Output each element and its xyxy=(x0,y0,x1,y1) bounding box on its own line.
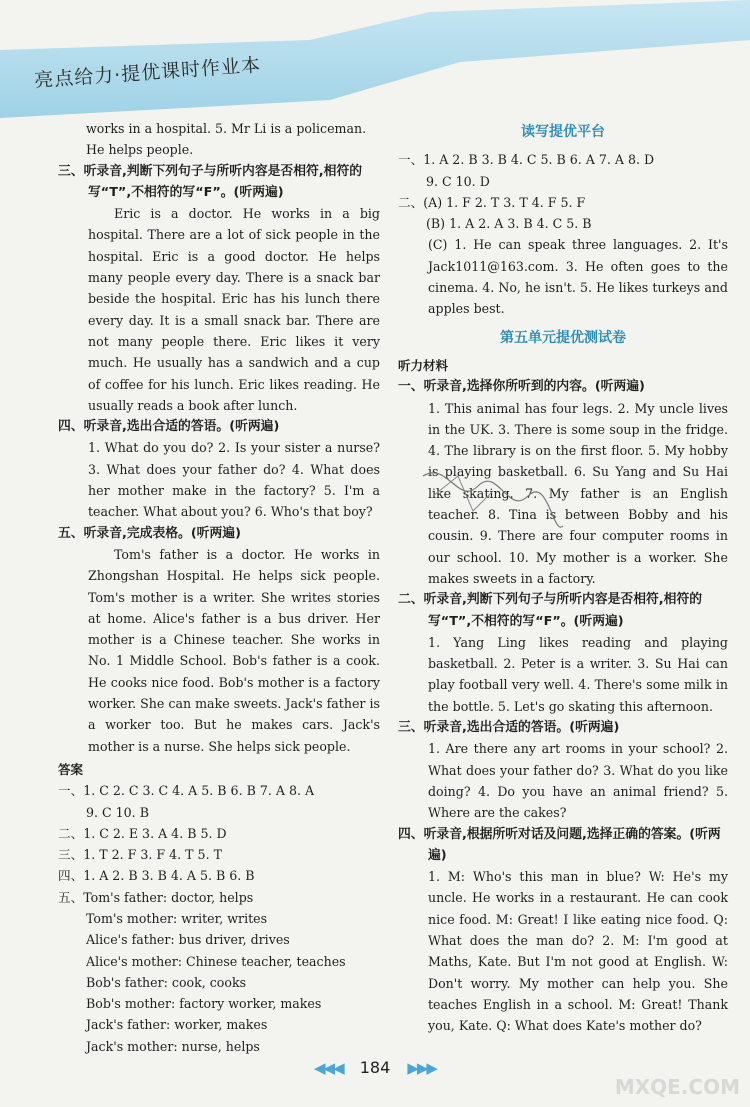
heading-unit5-test: 第五单元提优测试卷 xyxy=(500,329,626,346)
left-arrows-icon: ◀◀◀ xyxy=(314,1059,343,1077)
q1-text: 1. This animal has four legs. 2. My uncle lives in the UK. 3. There is some soup in the fridge. 4. The library is on the first floor. 5. My hobby is playing basketball. 6. Su Yang and Su Hai like skating. 7. My father is an English teacher. 8. Tina is between Bobby and his cousin. 9. There are four computer rooms in our school. 10. My mother is a worker. She makes sweets in a factory. xyxy=(428,400,728,586)
header-banner xyxy=(0,0,750,118)
q4-text: 1. M: Who's this man in blue? W: He's my uncle. He works in a restaurant. He can cook nice food. M: Great! I like eating nice food. Q: What does the man do? 2. M: I'm good at Maths, Kate. But I'm not good at English. W: Don't worry. My mother can help you. She teaches English in a school. M: Great! Thank you, Kate. Q: What does Kate's mother do? xyxy=(428,869,728,1034)
section-3-title: 三、听录音,判断下列句子与所听内容是否相符,相符的写“T”,不相符的写“F”。(听两遍) xyxy=(58,163,363,200)
rw-answer-2a: 二、(A) 1. F 2. T 3. T 4. F 5. F xyxy=(398,194,586,210)
q2-title: 二、听录音,判断下列句子与所听内容是否相符,相符的写“T”,不相符的写“F”。(听两遍) xyxy=(398,592,703,629)
watermark: MXQE.COM xyxy=(614,1075,740,1099)
q3-text: 1. Are there any art rooms in your school? 2. What does your father do? 3. What do you like doing? 4. Do you have an animal friend? 5. Where are the cakes? xyxy=(428,741,728,821)
section-5-text: Tom's father is a doctor. He works in Zhongshan Hospital. He helps sick people. Tom's mother is a writer. She writes stories at home. Alice's father is a bus driver. Her mother is a Chinese teacher. She works in No. 1 Middle School. Bob's father is a cook. He cooks nice food. Bob's mother is a factory worker. She can make sweets. Jack's father is a worker too. But he makes cars. Jack's mother is a nurse. She helps sick people. xyxy=(88,546,380,754)
heading-reading-writing: 读写提优平台 xyxy=(521,124,605,140)
answer-5-line: Bob's father: cook, cooks xyxy=(86,974,247,990)
answer-5-line: Jack's mother: nurse, helps xyxy=(86,1038,260,1054)
answers-label: 答案 xyxy=(58,761,84,777)
cont-line-1: works in a hospital. 5. Mr Li is a policeman. xyxy=(86,121,367,136)
answer-5-line: Alice's mother: Chinese teacher, teaches xyxy=(86,953,346,969)
cont-line-2: He helps people. xyxy=(86,142,194,158)
rw-answer-1: 一、1. A 2. B 3. B 4. C 5. B 6. A 7. A 8. D xyxy=(398,152,655,168)
answer-5-line: Alice's father: bus driver, drives xyxy=(86,932,290,948)
answer-5-line: Tom's mother: writer, writes xyxy=(86,910,268,926)
q3-title: 三、听录音,选出合适的答语。(听两遍) xyxy=(398,720,620,736)
right-column xyxy=(398,118,728,1036)
rw-answer-2c: (C) 1. He can speak three languages. 2. It's Jack1011@163.com. 3. He often goes to the cinema. 4. No, he isn't. 5. He likes turkeys and apples best. xyxy=(428,237,728,317)
pencil-scribble-icon xyxy=(418,456,568,556)
header-title: 亮点给力·提优课时作业本 xyxy=(33,54,262,92)
answer-3: 三、1. T 2. F 3. F 4. T 5. T xyxy=(58,847,222,863)
answer-5-line: 五、Tom's father: doctor, helps xyxy=(58,889,254,905)
rw-answer-2b: (B) 1. A 2. A 3. B 4. C 5. B xyxy=(426,216,592,232)
q1-title: 一、听录音,选择你所听到的内容。(听两遍) xyxy=(398,379,645,395)
page-number: 184 xyxy=(359,1058,391,1077)
q4-title: 四、听录音,根据所听对话及问题,选择正确的答案。(听两遍) xyxy=(398,826,721,863)
rw-answer-1b: 9. C 10. D xyxy=(426,173,490,189)
answer-5-line: Bob's mother: factory worker, makes xyxy=(86,996,322,1012)
answer-5-line: Jack's father: worker, makes xyxy=(86,1017,268,1033)
listening-material-label: 听力材料 xyxy=(398,357,449,373)
section-4-title: 四、听录音,选出合适的答语。(听两遍) xyxy=(58,419,280,435)
q2-text: 1. Yang Ling likes reading and playing basketball. 2. Peter is a writer. 3. Su Hai can play football very well. 4. There's some milk in the bottle. 5. Let's go skating this afternoon. xyxy=(428,634,728,714)
section-4-text: 1. What do you do? 2. Is your sister a nurse? 3. What does your father do? 4. What does her mother make in the factory? 5. I'm a teacher. What about you? 6. Who's that boy? xyxy=(88,440,380,520)
answer-1: 一、1. C 2. C 3. C 4. A 5. B 6. B 7. A 8. A xyxy=(58,783,315,799)
section-3-text: Eric is a doctor. He works in a big hospital. There are a lot of sick people in the hospital. Eric is a good doctor. He helps many people every day. There is a snack bar beside the hospital. Eric has his lunch there every day. It is a small snack bar. There are not many people there. Eric likes it very much. He usually has a sandwich and a cup of coffee for his lunch. Eric likes reading. He usually reads a book after lunch. xyxy=(88,206,380,413)
answer-4: 四、1. A 2. B 3. B 4. A 5. B 6. B xyxy=(58,868,255,884)
answer-2: 二、1. C 2. E 3. A 4. B 5. D xyxy=(58,825,227,841)
section-5-title: 五、听录音,完成表格。(听两遍) xyxy=(58,525,241,541)
left-column xyxy=(58,118,380,1057)
right-arrows-icon: ▶▶▶ xyxy=(407,1059,436,1077)
answer-1b: 9. C 10. B xyxy=(86,804,149,820)
